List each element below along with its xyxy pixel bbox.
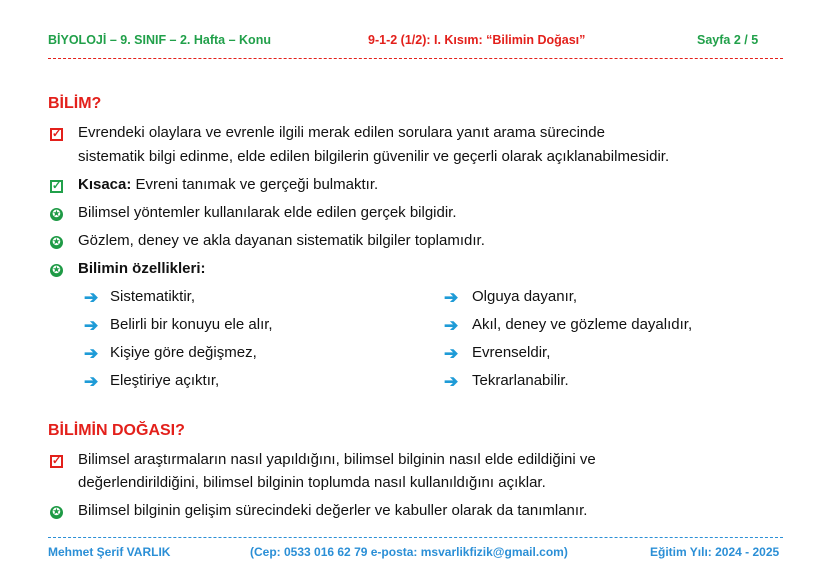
footer-author: Mehmet Şerif VARLIK: [48, 545, 171, 559]
star-badge-icon: ✪: [50, 506, 63, 519]
arrow-right-icon: ➔: [444, 372, 459, 391]
dogasi-line2: değerlendirildiğini, bilimsel bilginin toplumda nasıl kullanıldığını açıklar.: [78, 474, 546, 491]
bilim-definition-line2: sistematik bilgi edinme, elde edilen bilgilerin güvenilir ve geçerli olarak açıklanabilmesidir.: [78, 148, 670, 165]
checkbox-red-icon: ✓: [52, 128, 62, 140]
arrow-right-icon: ➔: [444, 344, 459, 363]
arrow-right-icon: ➔: [444, 288, 459, 307]
dogasi-line1: Bilimsel araştırmaların nasıl yapıldığını, bilimsel bilginin nasıl elde edildiğini ve: [78, 451, 596, 468]
footer-contact: (Cep: 0533 016 62 79 e-posta: msvarlikfizik@gmail.com): [250, 545, 568, 559]
arrow-right-icon: ➔: [84, 344, 99, 363]
features-heading: Bilimin özellikleri:: [78, 260, 206, 277]
list-item: Bilimsel bilginin gelişim sürecindeki değerler ve kabuller olarak da tanımlanır.: [78, 502, 588, 519]
kisaca-label: Kısaca:: [78, 176, 132, 193]
list-item: Bilimsel yöntemler kullanılarak elde edilen gerçek bilgidir.: [78, 204, 457, 221]
header-topic: 9-1-2 (1/2): I. Kısım: “Bilimin Doğası”: [368, 33, 586, 47]
header-page: Sayfa 2 / 5: [697, 33, 759, 47]
checkbox-green-icon: ✓: [52, 180, 62, 192]
list-item: Gözlem, deney ve akla dayanan sistematik bilgiler toplamıdır.: [78, 232, 485, 249]
feature-item: Kişiye göre değişmez,: [110, 344, 257, 361]
bilim-definition-line1: Evrendeki olaylara ve evrenle ilgili merak edilen sorulara yanıt arama sürecinde: [78, 124, 605, 141]
footer-year: Eğitim Yılı: 2024 - 2025: [650, 545, 780, 559]
arrow-right-icon: ➔: [444, 316, 459, 335]
feature-item: Sistematiktir,: [110, 288, 196, 305]
section-title-bilim: BİLİM?: [48, 95, 102, 112]
feature-item: Akıl, deney ve gözleme dayalıdır,: [472, 316, 693, 333]
feature-item: Belirli bir konuyu ele alır,: [110, 316, 273, 333]
star-badge-icon: ✪: [50, 236, 63, 249]
arrow-right-icon: ➔: [84, 372, 99, 391]
arrow-right-icon: ➔: [84, 288, 99, 307]
header-divider: [48, 58, 783, 59]
feature-item: Olguya dayanır,: [472, 288, 578, 305]
kisaca-item: [78, 176, 378, 193]
arrow-right-icon: ➔: [84, 316, 99, 335]
star-badge-icon: ✪: [50, 208, 63, 221]
header-course: BİYOLOJİ – 9. SINIF – 2. Hafta – Konu: [48, 33, 271, 47]
feature-item: Eleştiriye açıktır,: [110, 372, 220, 389]
feature-item: Tekrarlanabilir.: [472, 372, 569, 389]
feature-item: Evrenseldir,: [472, 344, 551, 361]
kisaca-text: Evreni tanımak ve gerçeği bulmaktır.: [131, 176, 379, 193]
footer-divider: [48, 537, 783, 538]
star-badge-icon: ✪: [50, 264, 63, 277]
checkbox-red-icon: ✓: [52, 455, 62, 467]
section-title-bilimin-dogasi: BİLİMİN DOĞASI?: [48, 422, 185, 439]
